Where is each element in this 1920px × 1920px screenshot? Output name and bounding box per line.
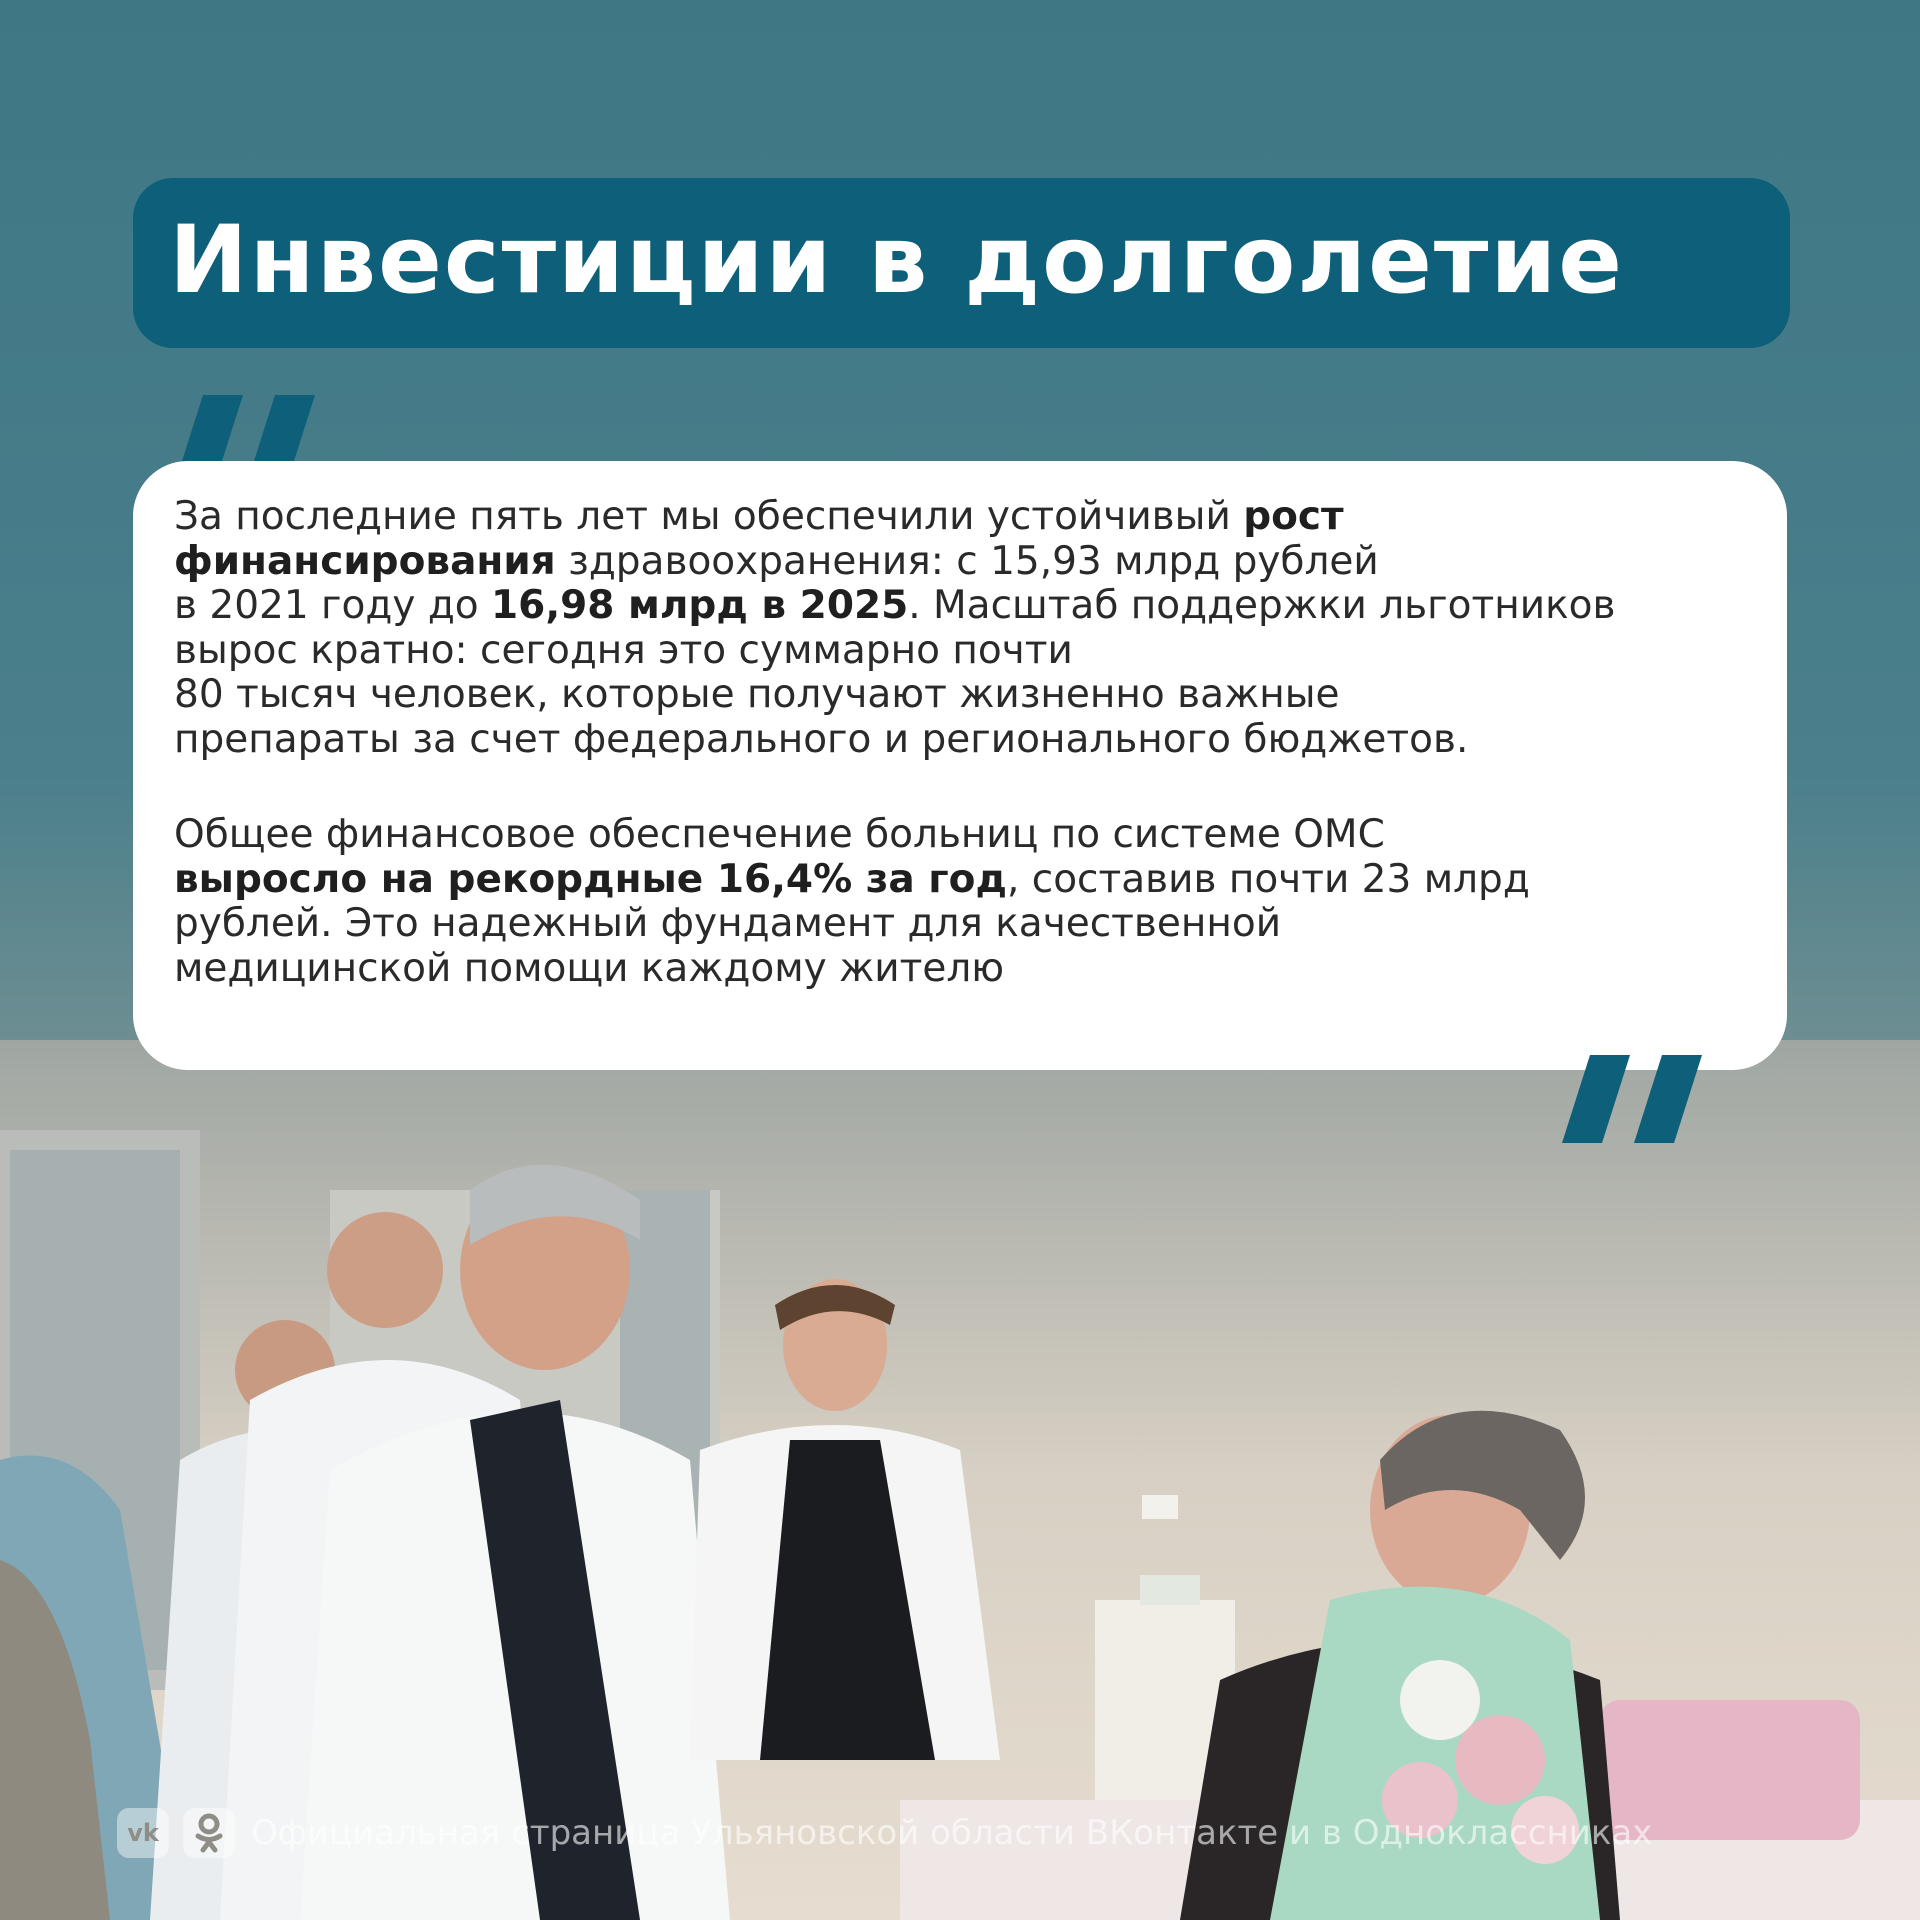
paragraph-line bbox=[174, 495, 1764, 540]
bold-text: финансирования bbox=[174, 538, 556, 584]
paragraph-line bbox=[174, 584, 1764, 629]
paragraph-line bbox=[174, 858, 1764, 903]
paragraph-line: препараты за счет федерального и регионального бюджетов. bbox=[174, 716, 1469, 762]
text-span: в 2021 году до bbox=[174, 583, 492, 628]
quote-card bbox=[133, 461, 1787, 1070]
paragraph-line: рублей. Это надежный фундамент для качественной bbox=[174, 901, 1282, 946]
text-span: здравоохранения: с 15,93 млрд рублей bbox=[555, 538, 1379, 584]
paragraph-oms bbox=[174, 813, 1764, 991]
close-quote-icon bbox=[1562, 1055, 1710, 1143]
paragraph-line: медицинской помощи каждому жителю bbox=[174, 945, 1005, 991]
watermark-text: Официальная страница Ульяновской области ВКонтакте и в Одноклассниках bbox=[251, 1813, 1653, 1853]
title-banner bbox=[133, 178, 1790, 348]
hospital-photo bbox=[0, 1040, 1920, 1920]
odnoklassniki-icon bbox=[183, 1808, 235, 1858]
paragraph-line: 80 тысяч человек, которые получают жизненно важные bbox=[174, 672, 1340, 717]
watermark bbox=[117, 1806, 1652, 1860]
text-span: . Масштаб поддержки льготников bbox=[908, 583, 1616, 628]
paragraph-line bbox=[174, 540, 1764, 585]
bold-text: рост bbox=[1243, 494, 1344, 539]
vk-icon: vk bbox=[117, 1808, 169, 1858]
bold-text: 16,98 млрд в 2025 bbox=[491, 583, 909, 628]
text-span: , составив почти 23 млрд bbox=[1006, 856, 1530, 902]
paragraph-line: вырос кратно: сегодня это суммарно почти bbox=[174, 627, 1073, 673]
bold-text: выросло на рекордные 16,4% за год bbox=[174, 856, 1007, 902]
text-span: За последние пять лет мы обеспечили устойчивый bbox=[174, 494, 1244, 539]
paragraph-funding bbox=[174, 495, 1764, 762]
page-title: Инвестиции в долголетие bbox=[169, 206, 1624, 315]
paragraph-line: Общее финансовое обеспечение больниц по системе ОМС bbox=[174, 812, 1385, 857]
